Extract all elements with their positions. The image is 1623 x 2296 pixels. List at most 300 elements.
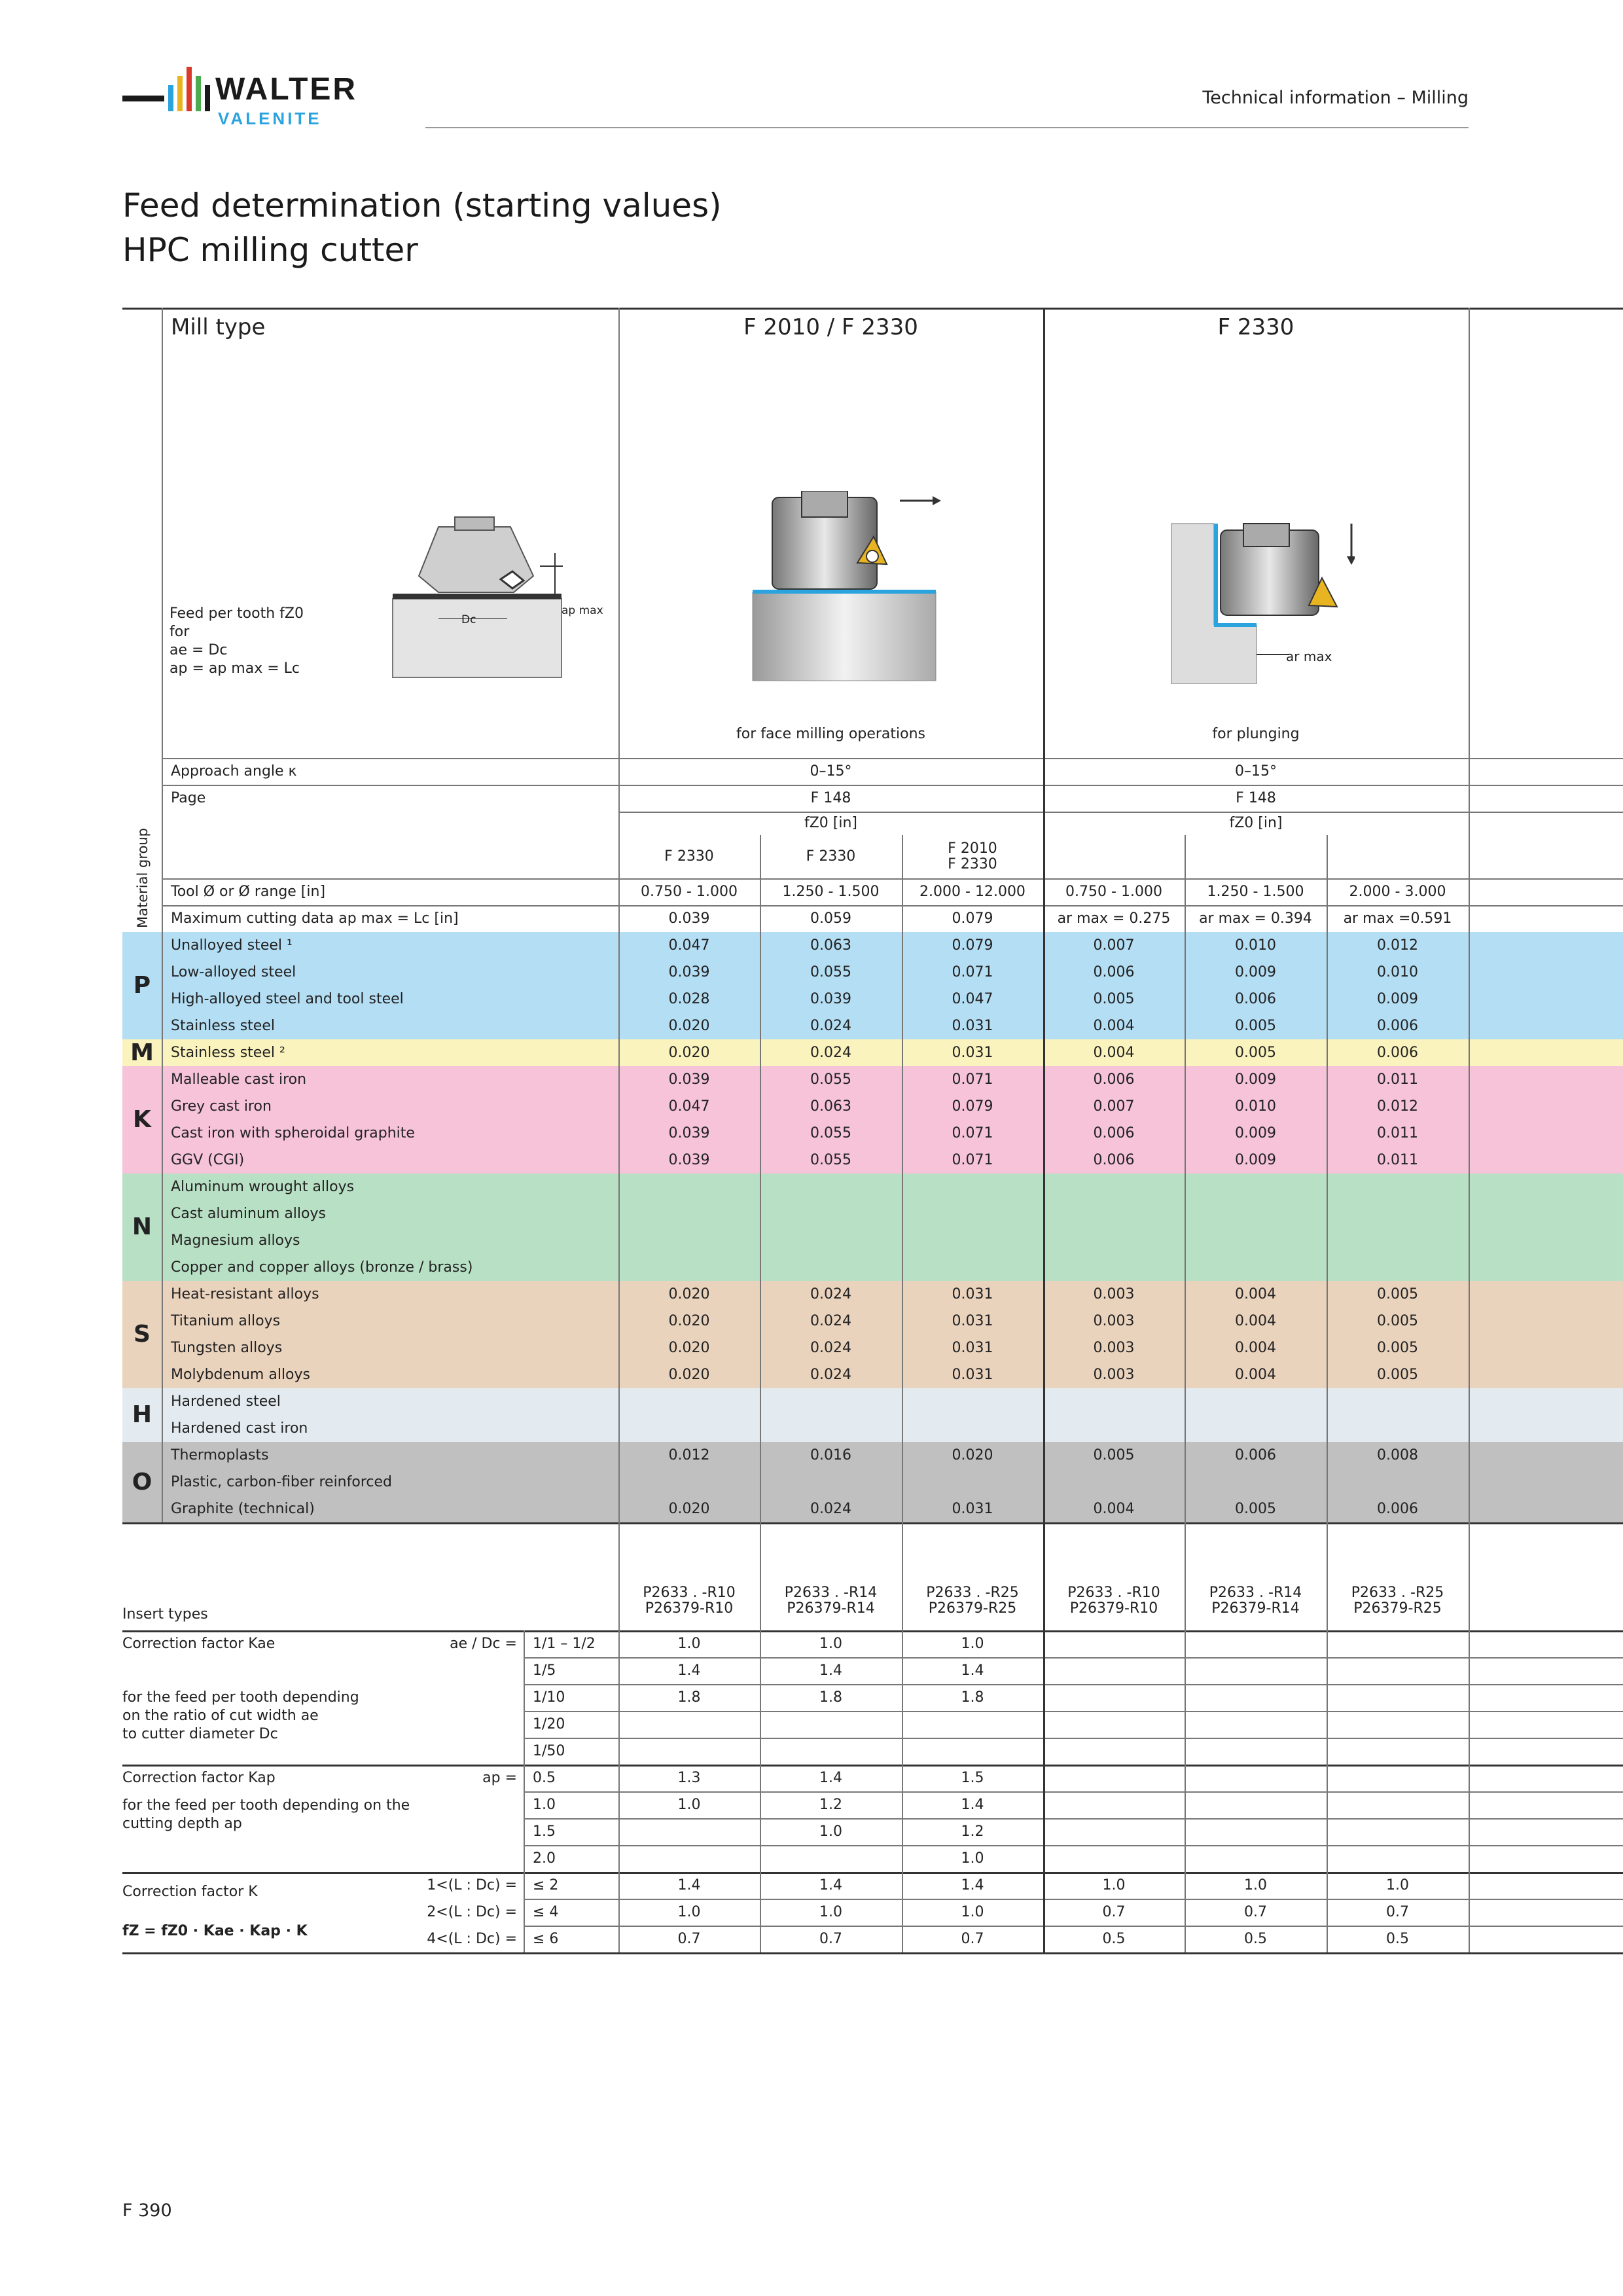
feed-value: 0.020 <box>668 1366 710 1383</box>
feed-value: 0.003 <box>1093 1312 1135 1329</box>
feed-value: 0.047 <box>668 937 710 954</box>
feed-value <box>760 1415 902 1442</box>
kap-value <box>1185 1791 1327 1818</box>
material-label: High-alloyed steel and tool steel <box>171 990 404 1007</box>
tool-range-value: 2.000 - 3.000 <box>1349 883 1446 900</box>
feed-value: 0.006 <box>1093 1151 1135 1168</box>
insert-type <box>902 1578 1043 1624</box>
material-label: Titanium alloys <box>171 1312 281 1329</box>
feed-value <box>760 1227 902 1254</box>
material-label: GGV (CGI) <box>171 1151 245 1168</box>
feed-value <box>1185 1227 1327 1254</box>
sub-col-header: F 2010 F 2330 <box>948 840 997 872</box>
column-divider <box>524 1630 525 1765</box>
feed-value: 0.039 <box>668 963 710 980</box>
k-range: ≤ 6 <box>533 1930 559 1947</box>
kap-description: cutting depth ap <box>122 1816 242 1832</box>
feed-value: 0.079 <box>952 937 993 954</box>
svg-text:VALENITE: VALENITE <box>218 109 322 128</box>
feed-value: 0.009 <box>1235 1151 1276 1168</box>
k-value: 0.7 <box>1102 1903 1126 1920</box>
feed-value <box>1043 1415 1185 1442</box>
feed-value: 0.047 <box>668 1098 710 1115</box>
kae-value <box>760 1738 902 1765</box>
material-label: Low-alloyed steel <box>171 963 296 980</box>
feed-value <box>1327 1388 1469 1415</box>
k-value: 0.5 <box>1244 1930 1267 1947</box>
material-label: Stainless steel ² <box>171 1044 285 1061</box>
insert-code: P26379-R14 <box>787 1600 875 1617</box>
kap-value <box>1185 1845 1327 1872</box>
feed-value: 0.024 <box>810 1500 851 1517</box>
kae-value: 1.4 <box>819 1662 842 1679</box>
k-range: ≤ 2 <box>533 1876 559 1893</box>
material-label: Cast aluminum alloys <box>171 1205 326 1222</box>
sub-col-header: F 2330 <box>664 848 714 865</box>
k-value: 1.0 <box>677 1903 701 1920</box>
feed-value: 0.005 <box>1235 1500 1276 1517</box>
feed-value <box>1327 1469 1469 1496</box>
svg-text:WALTER: WALTER <box>215 72 358 107</box>
feed-value: 0.071 <box>952 963 993 980</box>
feed-value: 0.012 <box>1377 937 1418 954</box>
k-value: 0.5 <box>1102 1930 1126 1947</box>
feed-value <box>1327 1254 1469 1281</box>
feed-value: 0.020 <box>952 1446 993 1463</box>
feed-value: 0.006 <box>1377 1500 1418 1517</box>
depth-value: 0.5 <box>533 1769 556 1786</box>
column-divider <box>524 1872 525 1952</box>
feed-value <box>760 1388 902 1415</box>
kae-condition: ae / Dc = <box>450 1635 517 1652</box>
feed-value <box>1043 1469 1185 1496</box>
material-group-N: N <box>132 1213 152 1240</box>
feed-value: 0.006 <box>1377 1017 1418 1034</box>
insert-code: P26379-R25 <box>1353 1600 1442 1617</box>
feed-value: 0.006 <box>1093 1071 1135 1088</box>
max-cutting-value: 0.059 <box>810 910 851 927</box>
approach-value: 0–15° <box>810 762 852 780</box>
feed-value: 0.012 <box>1377 1098 1418 1115</box>
insert-types-label: Insert types <box>122 1606 208 1623</box>
kap-value: 1.2 <box>819 1796 842 1813</box>
feed-value <box>902 1388 1043 1415</box>
feed-value: 0.020 <box>668 1044 710 1061</box>
feed-value <box>618 1469 760 1496</box>
ratio-value: 1/20 <box>533 1715 565 1732</box>
page-number: F 390 <box>122 2200 172 2221</box>
kae-description: for the feed per tooth depending <box>122 1689 359 1706</box>
kae-value: 1.0 <box>819 1635 842 1652</box>
kap-value <box>1043 1765 1185 1791</box>
kae-value <box>1185 1711 1327 1738</box>
kap-value <box>1327 1791 1469 1818</box>
insert-type <box>1185 1578 1327 1624</box>
column-divider <box>902 835 903 1952</box>
page-ref: F 148 <box>810 789 851 806</box>
kae-value <box>618 1711 760 1738</box>
material-label: Cast iron with spheroidal graphite <box>171 1124 415 1141</box>
feed-value: 0.010 <box>1235 937 1276 954</box>
k-value: 0.7 <box>677 1930 701 1947</box>
feed-value: 0.039 <box>668 1071 710 1088</box>
kap-value: 1.4 <box>819 1769 842 1786</box>
feed-value <box>1185 1200 1327 1227</box>
caption-plunging: for plunging <box>1212 726 1300 742</box>
kae-title: Correction factor Kae <box>122 1635 276 1652</box>
feed-value: 0.031 <box>952 1285 993 1302</box>
feed-value: 0.004 <box>1093 1017 1135 1034</box>
title-line-1: Feed determination (starting values) <box>122 187 722 224</box>
k-value: 1.0 <box>1386 1876 1409 1893</box>
kae-value <box>1043 1684 1185 1711</box>
feed-value <box>902 1174 1043 1200</box>
insert-code: P2633 . -R10 <box>1067 1585 1160 1601</box>
max-cutting-value: 0.039 <box>668 910 710 927</box>
feed-value: 0.055 <box>810 1071 851 1088</box>
feed-value <box>1185 1388 1327 1415</box>
material-label: Tungsten alloys <box>171 1339 283 1356</box>
feed-value: 0.071 <box>952 1151 993 1168</box>
feed-value: 0.039 <box>810 990 851 1007</box>
material-label: Hardened steel <box>171 1393 281 1410</box>
fz0-label: fZ0 [in] <box>1229 815 1283 831</box>
feed-value: 0.005 <box>1377 1285 1418 1302</box>
ar-max-label: ar max <box>1286 649 1332 664</box>
feed-value: 0.004 <box>1093 1044 1135 1061</box>
feed-value <box>1043 1174 1185 1200</box>
sub-col-header: F 2330 <box>806 848 856 865</box>
kae-value <box>1043 1657 1185 1684</box>
material-label: Malleable cast iron <box>171 1071 307 1088</box>
kap-value: 1.0 <box>961 1850 984 1867</box>
insert-code: P2633 . -R25 <box>926 1585 1019 1601</box>
feed-value: 0.005 <box>1235 1044 1276 1061</box>
row-divider <box>122 1952 1623 1954</box>
feed-value: 0.031 <box>952 1044 993 1061</box>
kae-value <box>1327 1657 1469 1684</box>
feed-value: 0.031 <box>952 1312 993 1329</box>
feed-value: 0.024 <box>810 1312 851 1329</box>
kap-value: 1.0 <box>677 1796 701 1813</box>
material-label: Hardened cast iron <box>171 1420 308 1437</box>
material-label: Unalloyed steel ¹ <box>171 937 293 954</box>
material-label: Molybdenum alloys <box>171 1366 310 1383</box>
feed-value <box>1185 1174 1327 1200</box>
feed-value <box>618 1200 760 1227</box>
insert-type <box>760 1578 902 1624</box>
insert-type <box>1043 1578 1185 1624</box>
k-condition: 4<(L : Dc) = <box>427 1930 517 1947</box>
k-value: 1.0 <box>819 1903 842 1920</box>
kae-value <box>1185 1630 1327 1657</box>
kae-value: 1.8 <box>677 1689 701 1706</box>
k-value: 0.7 <box>819 1930 842 1947</box>
feed-value: 0.039 <box>668 1151 710 1168</box>
k-condition: 1<(L : Dc) = <box>427 1876 517 1893</box>
feed-value: 0.006 <box>1093 963 1135 980</box>
feed-value <box>1043 1200 1185 1227</box>
kae-value: 1.0 <box>677 1635 701 1652</box>
column-divider <box>1327 835 1328 1952</box>
k-value: 1.4 <box>677 1876 701 1893</box>
k-title: Correction factor K <box>122 1883 258 1900</box>
kap-value: 1.3 <box>677 1769 701 1786</box>
insert-code: P2633 . -R25 <box>1351 1585 1444 1601</box>
feed-value: 0.005 <box>1093 1446 1135 1463</box>
kap-condition: ap = <box>482 1769 517 1786</box>
feed-value: 0.007 <box>1093 937 1135 954</box>
title-line-2: HPC milling cutter <box>122 231 418 269</box>
insert-code: P26379-R10 <box>1069 1600 1158 1617</box>
feed-value: 0.006 <box>1377 1044 1418 1061</box>
kae-value <box>902 1738 1043 1765</box>
feed-value <box>1043 1227 1185 1254</box>
kap-value <box>1327 1845 1469 1872</box>
feed-value <box>1327 1200 1469 1227</box>
feed-value: 0.010 <box>1235 1098 1276 1115</box>
k-value: 1.4 <box>819 1876 842 1893</box>
kae-value <box>618 1738 760 1765</box>
kap-value <box>1043 1791 1185 1818</box>
col-group-f2330: F 2330 <box>1217 314 1294 340</box>
feed-value: 0.020 <box>668 1339 710 1356</box>
feed-value: 0.016 <box>810 1446 851 1463</box>
feed-value: 0.020 <box>668 1285 710 1302</box>
feed-value: 0.024 <box>810 1339 851 1356</box>
insert-type <box>618 1578 760 1624</box>
feed-value: 0.055 <box>810 1124 851 1141</box>
kap-value <box>1043 1818 1185 1845</box>
feed-value <box>1327 1415 1469 1442</box>
material-group-O: O <box>132 1468 152 1496</box>
tool-range-value: 1.250 - 1.500 <box>782 883 880 900</box>
feed-value: 0.004 <box>1093 1500 1135 1517</box>
kap-value <box>760 1845 902 1872</box>
feed-value: 0.003 <box>1093 1285 1135 1302</box>
material-label: Aluminum wrought alloys <box>171 1178 355 1195</box>
material-label: Heat-resistant alloys <box>171 1285 319 1302</box>
feed-value <box>618 1415 760 1442</box>
insert-code: P26379-R14 <box>1211 1600 1300 1617</box>
kap-value <box>1185 1818 1327 1845</box>
kap-value: 1.5 <box>961 1769 984 1786</box>
max-cutting-value: ar max = 0.394 <box>1199 910 1312 927</box>
tool-range-label: Tool Ø or Ø range [in] <box>171 883 326 900</box>
kae-value: 1.8 <box>961 1689 984 1706</box>
feed-value <box>902 1415 1043 1442</box>
feed-value: 0.003 <box>1093 1366 1135 1383</box>
feed-value: 0.079 <box>952 1098 993 1115</box>
kae-value: 1.0 <box>961 1635 984 1652</box>
kap-value: 1.2 <box>961 1823 984 1840</box>
feed-value: 0.008 <box>1377 1446 1418 1463</box>
feed-value: 0.005 <box>1377 1366 1418 1383</box>
feed-value: 0.031 <box>952 1017 993 1034</box>
kap-value <box>1185 1765 1327 1791</box>
k-value: 1.4 <box>961 1876 984 1893</box>
feed-value: 0.071 <box>952 1124 993 1141</box>
k-condition: 2<(L : Dc) = <box>427 1903 517 1920</box>
feed-value: 0.028 <box>668 990 710 1007</box>
insert-code: P2633 . -R14 <box>1209 1585 1302 1601</box>
material-group-H: H <box>132 1401 152 1428</box>
feed-value: 0.007 <box>1093 1098 1135 1115</box>
feed-value: 0.009 <box>1235 1124 1276 1141</box>
feed-value: 0.004 <box>1235 1285 1276 1302</box>
feed-value: 0.024 <box>810 1017 851 1034</box>
caption-face-milling: for face milling operations <box>736 726 925 742</box>
feed-value: 0.004 <box>1235 1312 1276 1329</box>
material-group-K: K <box>133 1106 151 1133</box>
feed-value <box>1043 1254 1185 1281</box>
row-divider <box>122 1522 1623 1524</box>
column-divider <box>524 1765 525 1872</box>
page-ref: F 148 <box>1236 789 1276 806</box>
material-label: Grey cast iron <box>171 1098 272 1115</box>
section-header: Technical information – Milling <box>1202 88 1469 108</box>
material-label: Stainless steel <box>171 1017 275 1034</box>
depth-value: 1.5 <box>533 1823 556 1840</box>
feed-value <box>902 1200 1043 1227</box>
feed-note-line: ap = ap max = Lc <box>169 660 300 677</box>
insert-code: P26379-R10 <box>645 1600 734 1617</box>
kap-value <box>618 1818 760 1845</box>
feed-value: 0.024 <box>810 1366 851 1383</box>
feed-value: 0.020 <box>668 1312 710 1329</box>
kae-value <box>1043 1738 1185 1765</box>
k-value: 1.0 <box>961 1903 984 1920</box>
kae-value: 1.4 <box>677 1662 701 1679</box>
kap-value <box>1327 1818 1469 1845</box>
feed-value: 0.055 <box>810 1151 851 1168</box>
feed-value: 0.047 <box>952 990 993 1007</box>
feed-value <box>902 1227 1043 1254</box>
k-value: 0.7 <box>1386 1903 1409 1920</box>
column-divider <box>162 308 163 1522</box>
insert-type <box>1327 1578 1469 1624</box>
feed-value: 0.011 <box>1377 1151 1418 1168</box>
max-cutting-value: ar max =0.591 <box>1343 910 1452 927</box>
tool-range-value: 0.750 - 1.000 <box>641 883 738 900</box>
kap-title: Correction factor Kap <box>122 1769 276 1786</box>
kae-value <box>1327 1738 1469 1765</box>
row-divider <box>122 308 1623 310</box>
k-value: 1.0 <box>1244 1876 1267 1893</box>
kae-value <box>1185 1684 1327 1711</box>
feed-value <box>1327 1174 1469 1200</box>
k-range: ≤ 4 <box>533 1903 559 1920</box>
cutter-diagram-icon <box>389 514 599 681</box>
ratio-value: 1/10 <box>533 1689 565 1706</box>
kap-value <box>618 1845 760 1872</box>
kae-value <box>1327 1630 1469 1657</box>
kap-description: for the feed per tooth depending on the <box>122 1797 410 1814</box>
feed-value: 0.063 <box>810 1098 851 1115</box>
kap-value <box>1043 1845 1185 1872</box>
max-cutting-label: Maximum cutting data ap max = Lc [in] <box>171 910 459 927</box>
k-value: 0.5 <box>1386 1930 1409 1947</box>
feed-value <box>760 1254 902 1281</box>
kap-value: 1.4 <box>961 1796 984 1813</box>
k-value: 0.7 <box>1244 1903 1267 1920</box>
kae-value <box>1185 1738 1327 1765</box>
approach-value: 0–15° <box>1235 762 1277 780</box>
feed-value <box>618 1254 760 1281</box>
page-label: Page <box>171 789 206 806</box>
feed-value: 0.055 <box>810 963 851 980</box>
kae-description: on the ratio of cut width ae <box>122 1708 319 1724</box>
feed-value <box>902 1254 1043 1281</box>
feed-value: 0.005 <box>1235 1017 1276 1034</box>
dc-label: Dc <box>461 613 476 626</box>
feed-value: 0.006 <box>1235 990 1276 1007</box>
feed-value: 0.009 <box>1235 963 1276 980</box>
tool-range-value: 2.000 - 12.000 <box>919 883 1026 900</box>
column-divider <box>1469 308 1470 1952</box>
ratio-value: 1/5 <box>533 1662 556 1679</box>
feed-value <box>1185 1469 1327 1496</box>
material-group-M: M <box>130 1039 154 1066</box>
material-group-S: S <box>134 1321 151 1348</box>
kae-value: 1.8 <box>819 1689 842 1706</box>
feed-value: 0.024 <box>810 1044 851 1061</box>
column-divider <box>1043 308 1045 1952</box>
feed-value: 0.005 <box>1093 990 1135 1007</box>
feed-value: 0.012 <box>668 1446 710 1463</box>
tool-range-value: 1.250 - 1.500 <box>1207 883 1304 900</box>
feed-value: 0.039 <box>668 1124 710 1141</box>
material-label: Plastic, carbon-fiber reinforced <box>171 1473 392 1490</box>
fz0-label: fZ0 [in] <box>804 815 858 831</box>
feed-note-line: Feed per tooth fZ0 <box>169 605 304 622</box>
feed-value: 0.003 <box>1093 1339 1135 1356</box>
feed-value: 0.006 <box>1093 1124 1135 1141</box>
kap-value <box>1327 1765 1469 1791</box>
max-cutting-value: 0.079 <box>952 910 993 927</box>
col-group-f2010-f2330: F 2010 / F 2330 <box>743 314 918 340</box>
feed-value: 0.031 <box>952 1339 993 1356</box>
feed-value: 0.005 <box>1377 1312 1418 1329</box>
face-milling-illustration <box>746 491 942 684</box>
feed-value <box>1327 1227 1469 1254</box>
feed-value <box>1185 1254 1327 1281</box>
feed-formula: fZ = fZ0 · Kae · Kap · K <box>122 1922 308 1939</box>
feed-value <box>902 1469 1043 1496</box>
feed-value <box>618 1388 760 1415</box>
feed-value: 0.071 <box>952 1071 993 1088</box>
feed-value <box>760 1200 902 1227</box>
feed-note-line: ae = Dc <box>169 642 228 658</box>
feed-value: 0.005 <box>1377 1339 1418 1356</box>
material-group-P: P <box>133 972 151 999</box>
feed-value: 0.031 <box>952 1366 993 1383</box>
k-value: 0.7 <box>961 1930 984 1947</box>
feed-value: 0.024 <box>810 1285 851 1302</box>
feed-value: 0.010 <box>1377 963 1418 980</box>
feed-value: 0.009 <box>1235 1071 1276 1088</box>
kae-value: 1.4 <box>961 1662 984 1679</box>
material-label: Graphite (technical) <box>171 1500 315 1517</box>
depth-value: 1.0 <box>533 1796 556 1813</box>
insert-code: P2633 . -R10 <box>643 1585 736 1601</box>
material-label: Magnesium alloys <box>171 1232 300 1249</box>
kae-value <box>760 1711 902 1738</box>
column-divider <box>618 308 620 1952</box>
tool-range-value: 0.750 - 1.000 <box>1065 883 1162 900</box>
ratio-value: 1/1 – 1/2 <box>533 1635 596 1652</box>
max-cutting-value: ar max = 0.275 <box>1057 910 1171 927</box>
